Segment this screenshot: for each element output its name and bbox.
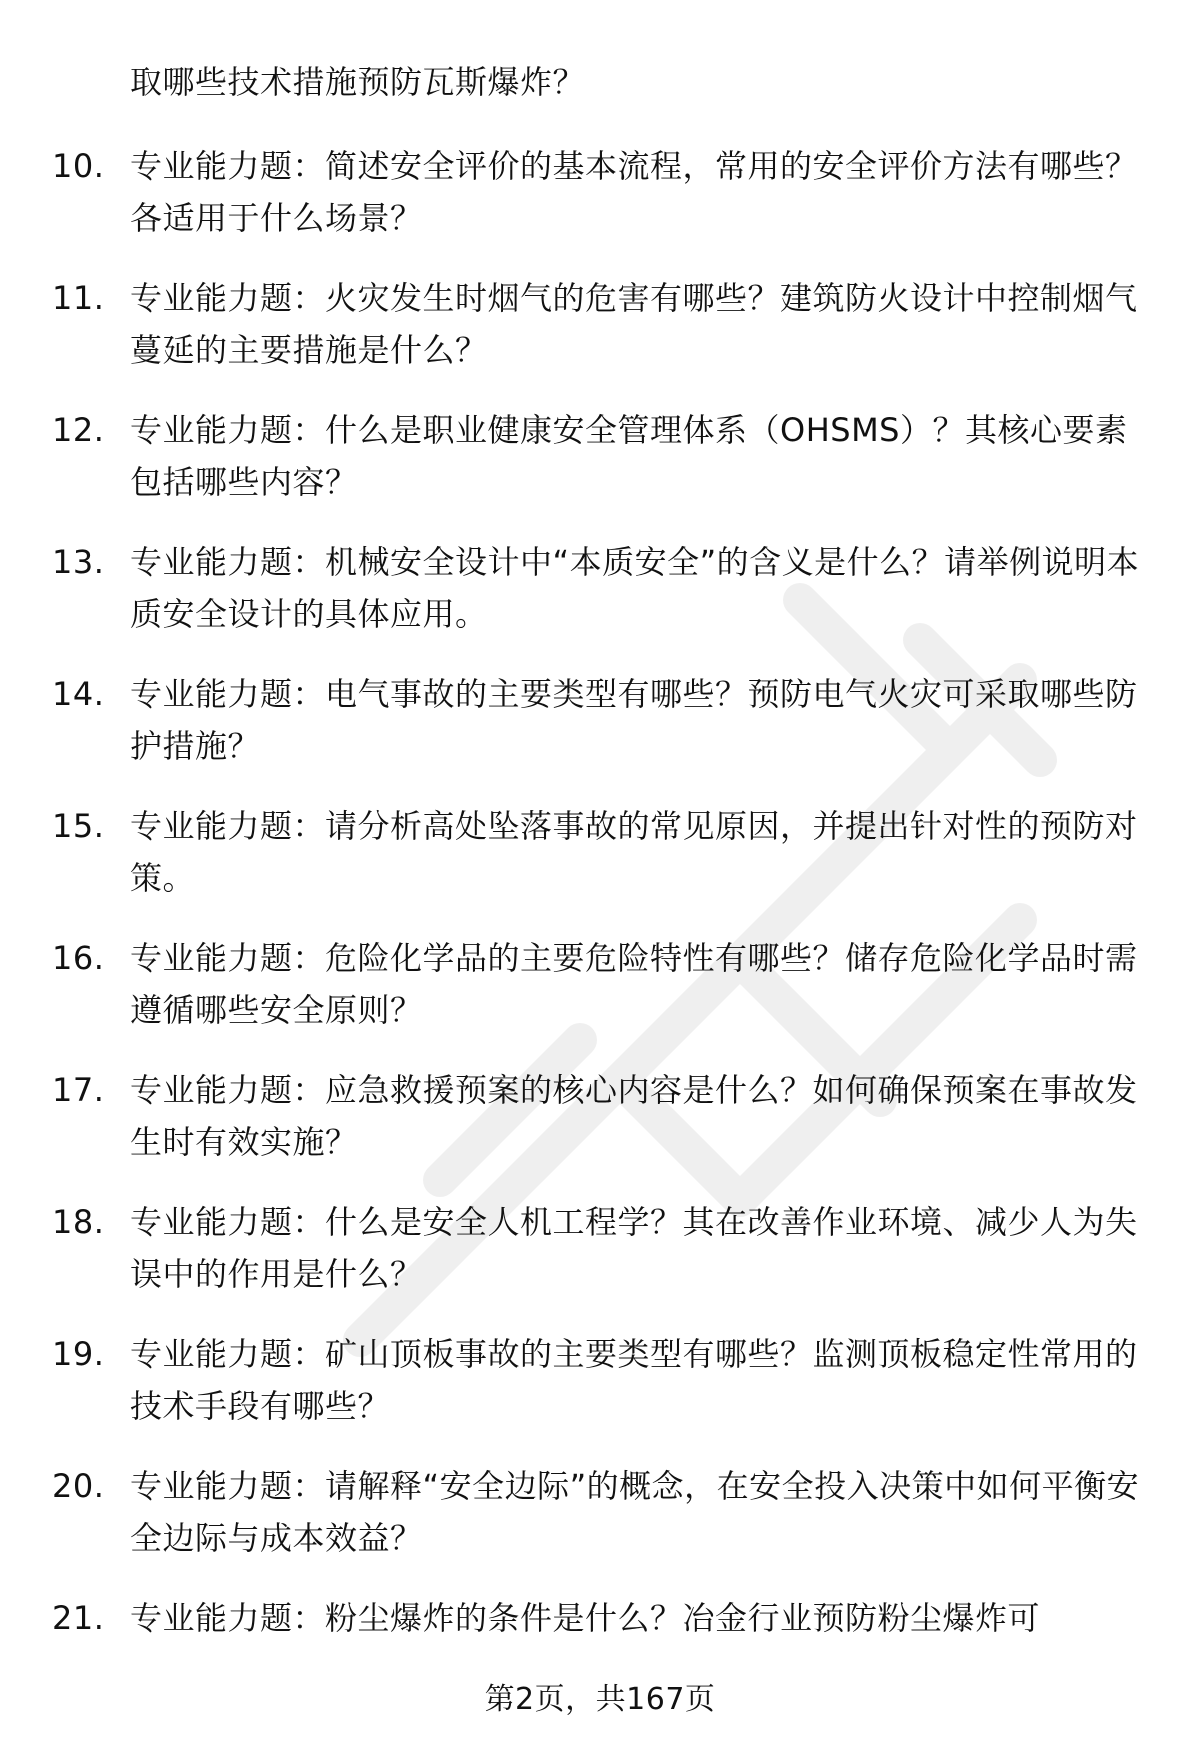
question-text: 专业能力题：简述安全评价的基本流程，常用的安全评价方法有哪些？各适用于什么场景？ — [130, 147, 1138, 237]
question-text: 专业能力题：机械安全设计中“本质安全”的含义是什么？请举例说明本质安全设计的具体应用。 — [130, 543, 1140, 633]
question-text: 专业能力题：电气事故的主要类型有哪些？预防电气火灾可采取哪些防护措施？ — [130, 675, 1138, 765]
question-number: 18. — [52, 1203, 105, 1241]
question-number: 20. — [52, 1467, 105, 1505]
question-number: 16. — [52, 939, 105, 977]
question-item — [0, 1196, 1200, 1328]
question-text: 专业能力题：矿山顶板事故的主要类型有哪些？监测顶板稳定性常用的技术手段有哪些？ — [130, 1335, 1138, 1425]
question-item — [0, 800, 1200, 932]
question-number: 14. — [52, 675, 105, 713]
question-number: 19. — [52, 1335, 105, 1373]
question-item — [0, 1064, 1200, 1196]
question-item — [0, 932, 1200, 1064]
question-item — [0, 272, 1200, 404]
question-list — [0, 140, 1200, 1724]
question-item — [0, 140, 1200, 272]
question-text: 专业能力题：请分析高处坠落事故的常见原因，并提出针对性的预防对策。 — [130, 807, 1138, 897]
question-item — [0, 1328, 1200, 1460]
question-item — [0, 668, 1200, 800]
question-number: 12. — [52, 411, 105, 449]
question-text: 专业能力题：应急救援预案的核心内容是什么？如何确保预案在事故发生时有效实施？ — [130, 1071, 1138, 1161]
question-text: 专业能力题：什么是职业健康安全管理体系（OHSMS）？其核心要素包括哪些内容？ — [130, 411, 1128, 501]
question-item — [0, 536, 1200, 668]
question-number: 15. — [52, 807, 105, 845]
question-number: 21. — [52, 1599, 105, 1637]
question-text: 专业能力题：粉尘爆炸的条件是什么？冶金行业预防粉尘爆炸可 — [130, 1599, 1041, 1637]
question-number: 10. — [52, 147, 105, 185]
question-number: 13. — [52, 543, 105, 581]
question-number: 11. — [52, 279, 105, 317]
continued-question-text: 取哪些技术措施预防瓦斯爆炸？ — [130, 63, 586, 101]
question-text: 专业能力题：请解释“安全边际”的概念，在安全投入决策中如何平衡安全边际与成本效益？ — [130, 1467, 1140, 1557]
question-text: 专业能力题：什么是安全人机工程学？其在改善作业环境、减少人为失误中的作用是什么？ — [130, 1203, 1138, 1293]
question-text: 专业能力题：危险化学品的主要危险特性有哪些？储存危险化学品时需遵循哪些安全原则？ — [130, 939, 1138, 1029]
page-footer: 第2页，共167页 — [484, 1682, 716, 1717]
question-item — [0, 1460, 1200, 1592]
question-number: 17. — [52, 1071, 105, 1109]
question-item — [0, 404, 1200, 536]
question-text: 专业能力题：火灾发生时烟气的危害有哪些？建筑防火设计中控制烟气蔓延的主要措施是什么？ — [130, 279, 1138, 369]
